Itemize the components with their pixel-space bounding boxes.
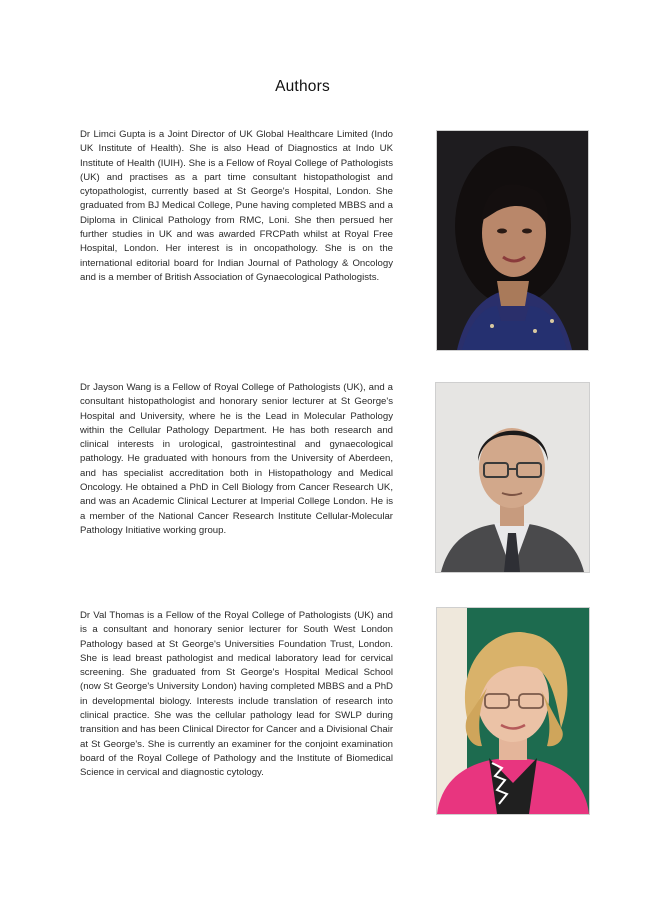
author-photo [436, 607, 590, 815]
author-bio: Dr Limci Gupta is a Joint Director of UK Global Healthcare Limited (Indo UK Institute of Health). She is also Head of Diagnostics at Indo UK Institute of Health (IUIH). She is a Fellow of Royal College of Pathologists (UK) and practises as a part time consultant histopathologist and cytopathologist, currently based at St George's Hospital, London. She graduated from BJ Medical College, Pune having completed MBBS and a Diploma in Clinical Pathology from RMC, Loni. She then persued her further studies in UK and was awarded FRCPath whilst at Royal Free Hospital, London. Her interest is in oncopathology. She is on the international editorial board for Indian Journal of Pathology & Oncology and is a member of British Association of Gynaecological Pathologists. [80, 129, 393, 283]
portrait-woman-dark-hair-icon [437, 131, 588, 350]
author-bio: Dr Val Thomas is a Fellow of the Royal College of Pathologists (UK) and is a consultant and honorary senior lecturer for South West London Pathology based at St George's Universities Foundation Trust, London. She is lead breast pathologist and medical laboratory lead for cervical screening. She graduated from St George's Hospital Medical School (now St George's University London) having completed MBBS and a PhD in developmental biology. Interests include translation of research into clinical practice. She was the cellular pathology lead for SWLP during transition and has been Clinical Director for Cancer and a Divisional Chair at St George's. She is currently an examiner for the conjoint examination board of the Royal College of Pathology and the Institute of Biomedical Science in cervical and diagnostic cytology. [80, 610, 394, 779]
author-photo [435, 382, 590, 573]
page-title: Authors [275, 78, 330, 95]
portrait-man-glasses-icon [436, 383, 589, 572]
portrait-woman-blonde-glasses-icon [437, 608, 589, 814]
author-bio: Dr Jayson Wang is a Fellow of Royal College of Pathologists (UK), and a consultant histopathologist and honorary senior lecturer at St George's Hospital and University, where he is the Lead in Molecular Pathology within the Cellular Pathology Department. He has both research and clinical interests in urological, gastrointestinal and gynaecological pathology. He graduated with honours from the University of Aberdeen, and has specialist accreditation both in Histopathology and Medical Oncology. He obtained a PhD in Cell Biology from Cancer Research UK, and was an Academic Clinical Lecturer at Imperial College London. He is a member of the National Cancer Research Institute Cellular-Molecular Pathology Initiative working group. [80, 382, 393, 536]
author-photo [436, 130, 589, 351]
